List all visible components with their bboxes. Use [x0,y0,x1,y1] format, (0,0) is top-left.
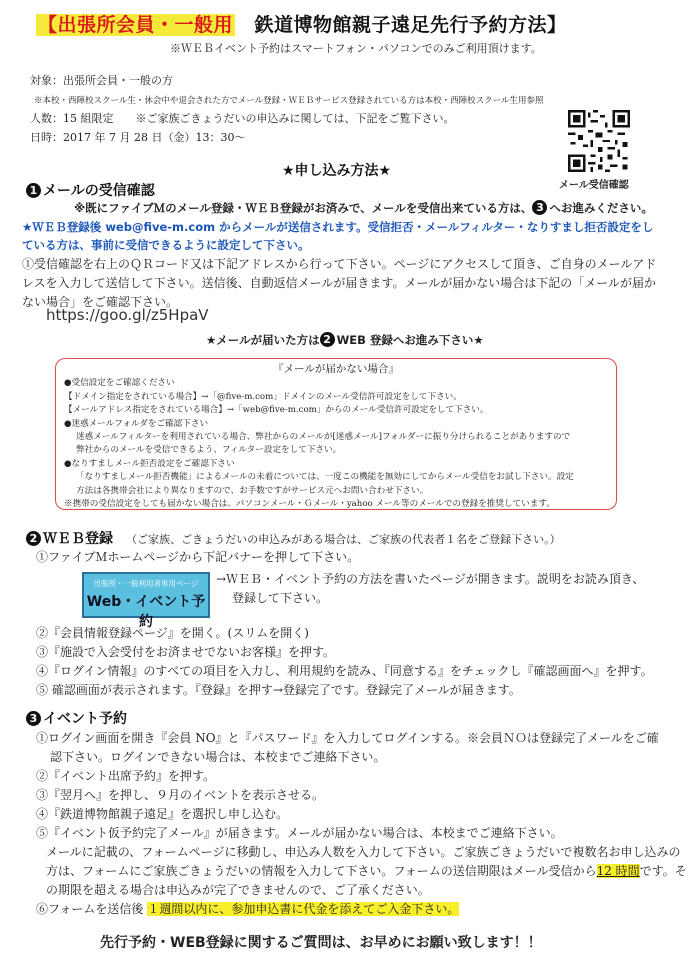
callout-line: 方法は各携帯会社により異なりますので、お手数ですがサービス元へお問い合わせ下さい。 [76,485,429,496]
subnote: ※ＷＥＢイベント予約はスマートフォン・パソコンでのみご利用頂けます。 [170,42,542,55]
arrive-post: WEB 登録へお進み下さい★ [336,333,484,347]
banner-desc-line1: →ＷＥＢ・イベント予約の方法を書いたページが開きます。説明をお読み頂き、 [216,572,645,586]
qr-code-icon[interactable] [568,110,630,172]
target-note: ※本校・西陣校スクール生・休会中や退会された方でメール登録・ＷＥＢサービス登録されている方は本校・西陣校スクール生用参照 [34,96,544,106]
callout-line: ●なりすましメール拒否設定をご確認下さい [64,458,235,469]
step3-item1a: ①ログイン画面を開き『会員 NO』と『パスワード』を入力してログインする。※会員ＮＯは登録完了メールをご確 [36,731,659,745]
target-line: 対象：出張所会員・一般の方 [30,74,173,87]
step3-item5c-post: です。そ [639,864,687,878]
step3-item5: ⑤『イベント仮予約完了メール』が届きます。メールが届かない場合は、本校までご連絡下さい。 [36,826,563,840]
step1-title: メールの受信確認 [43,183,155,199]
step2-item2: ②『会員情報登録ページ』を開く。(スリムを開く) [36,626,309,640]
callout-line: 「なりすましメール拒否機能」によるメールの未着については、一度この機能を無効にしてからメール受信をお試し下さい。設定 [76,472,574,483]
step1-number: 1 [26,183,41,198]
title-highlight: 【出張所会員・一般用 [38,14,234,36]
step2-item1: ①ファイブＭホームページから下記バナーを押して下さい。 [36,550,360,564]
footer-note: 先行予約・WEB登録に関するご質問は、お早めにお願い致します！！ [100,935,542,951]
step1-note-tail: へお進みください。 [549,201,653,215]
step3-number: 3 [26,711,41,726]
callout-line: 【ドメイン指定をされている場合】→「@five-m.com」ドメインのメール受信許可設定をして下さい。 [64,391,462,402]
step1-para-line3: ない場合」をご確認下さい。 [22,295,179,309]
deadline-highlight: 12 時間 [596,864,640,878]
banner-main-text: Web・イベント予約 [86,594,206,630]
step3-item6 [36,900,459,919]
date-line: 日時：2017 年 7 月 28 日（金）13：30〜 [30,131,246,144]
step2-item3: ③『施設で入会受付をお済ませでないお客様』を押す。 [36,645,336,659]
step3-item5c-pre: 方は、フォームにご家族ごきょうだいの情報を入力して下さい。フォームの送信期限はメール受信から [46,864,597,878]
callout-line: 迷惑メールフィルターを利用されている場合、弊社からのメールが[迷惑メール]フォルダーに振り分けられることがありますので [76,432,571,443]
step3-item5d: の期限を超える場合は申込みが完了できませんので、ご了承ください。 [46,883,430,897]
arrive-pre: ★メールが届いた方は [206,333,320,347]
callout-line: ●迷惑メールフォルダをご確認下さい [64,418,209,429]
step3-item4: ④『鉄道博物館親子遠足』を選択し申し込む。 [36,807,289,821]
arrive-number: 2 [320,332,335,347]
step2-title: ＷＥＢ登録 [43,531,113,547]
step3-item1b: 認下さい。ログインできない場合は、本校までご連絡下さい。 [50,750,386,764]
step2-number: 2 [26,531,41,546]
callout-line: 弊社からのメールを受信できるよう、フィルター設定をして下さい。 [76,445,342,456]
web-event-banner-button[interactable] [82,572,210,630]
step3-item6-pre: ⑥フォームを送信後 [36,902,144,916]
arrive-note [206,332,484,348]
step1-note-text: ※既にファイブＭのメール登録・ＷＥＢ登録がお済みで、メールを受信出来ている方は、 [74,201,533,215]
step1-note-number: 3 [532,200,547,215]
title-rest: 鉄道博物館親子遠足先行予約方法】 [235,14,567,36]
step2-heading-note: （ご家族、ごきょうだいの申込みがある場合は、ご家族の代表者１名をご登録下さい。） [126,533,561,546]
callout-line: ※携帯の受信設定をしても届かない場合は、パソコンメール・Ｇメール・yahoo メール等のメールでの登録を推奨しています。 [64,499,555,510]
mail-check-url[interactable]: https://goo.gl/z5HpaV [46,306,209,324]
step3-item5c [46,862,687,881]
step1-para-line1: ①受信確認を右上のＱＲコード又は下記アドレスから行って下さい。ページにアクセスして頂き、ご自身のメールアド [22,257,657,271]
step1-heading [26,180,155,200]
callout-title: 『メールが届かない場合』 [273,363,399,375]
step1-note [74,200,653,216]
payment-highlight: １週間以内に、参加申込書に代金を添えてご入金下さい。 [147,902,460,916]
page-title [36,10,567,37]
mail-not-arriving-box [55,358,617,510]
callout-line: 【メールアドレス指定をされている場合】→「web@five-m.com」からのメール受信許可設定をして下さい。 [64,405,489,416]
step3-item3: ③『翌月へ』を押し、９月のイベントを表示させる。 [36,788,325,802]
banner-desc-line2: 登録して下さい。 [232,591,329,605]
apply-heading: ★申し込み方法★ [282,163,392,179]
step1-para-line2: レスを入力して送信して下さい。送信後、自動返信メールが届きます。メールが届かない場合は下記の「メールが届か [22,276,656,290]
step3-item2: ②『イベント出席予約』を押す。 [36,769,216,783]
capacity-line: 人数：15 組限定 ※ご家族ごきょうだいの申込みに関しては、下記をご覧下さい。 [30,112,455,125]
step2-item4: ④『ログイン情報』のすべての項目を入力し、利用規約を読み、『同意する』をチェックし『確認画面へ』を押す。 [36,664,653,678]
step2-heading [26,528,561,548]
banner-top-text: 出張所・一般利用者専用ページ [93,579,199,588]
step3-title: イベント予約 [43,711,127,727]
step3-item5b: メールに記載の、フォームページに移動し、申込み人数を入力して下さい。ご家族ごきょうだいで複数名お申し込みの [46,845,681,859]
qr-caption: メール受信確認 [559,180,629,191]
step2-item5: ⑤ 確認画面が表示されます。『登録』を押す→登録完了です。登録完了メールが届きます。 [36,683,521,697]
step3-heading [26,708,127,728]
callout-line: ●受信設定をご確認ください [64,378,175,389]
step1-blue-line2: ている方は、事前に受信できるように設定して下さい。 [22,238,310,252]
step1-blue-line1: ★ＷＥＢ登録後 web@five-m.com からメールが送信されます。受信拒否・メールフィルター・なりすまし拒否設定をし [22,220,654,234]
